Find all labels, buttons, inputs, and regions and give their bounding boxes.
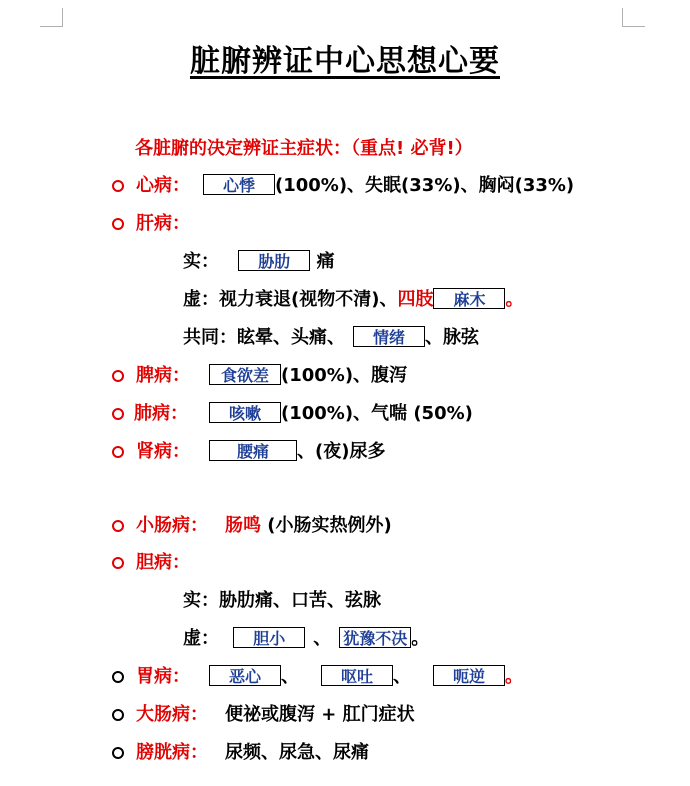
lung-answer-box[interactable]: 咳嗽 <box>209 402 281 423</box>
gallbladder-xu-end: 。 <box>411 628 430 649</box>
stomach-end: 。 <box>505 666 523 687</box>
bullet-icon <box>112 520 124 532</box>
small-intestine-red: 肠鸣 <box>225 515 261 536</box>
bullet-icon <box>112 408 124 420</box>
liver-shi-box[interactable]: 胁肋 <box>238 250 310 271</box>
gallbladder-xu-row <box>183 626 429 652</box>
small-intestine-label: 小肠病： <box>136 515 208 536</box>
liver-shi-row <box>183 249 335 275</box>
heart-label: 心病： <box>136 175 190 196</box>
liver-xu-box[interactable]: 麻木 <box>433 288 505 309</box>
crop-mark-top-left <box>40 8 63 27</box>
liver-xu-label: 虚： <box>183 289 219 310</box>
liver-common-row <box>183 325 479 351</box>
page-title: 脏腑辨证中心思想心要 <box>190 44 500 79</box>
bullet-icon <box>112 446 124 458</box>
bullet-icon <box>112 747 124 759</box>
bullet-icon <box>112 557 124 569</box>
kidney-rest: 、(夜)尿多 <box>297 441 386 462</box>
gallbladder-shi-label: 实： <box>183 590 219 611</box>
gallbladder-xu-box1[interactable]: 胆小 <box>233 627 305 648</box>
gallbladder-xu-label: 虚： <box>183 628 219 649</box>
heart-answer-box[interactable]: 心悸 <box>203 174 275 195</box>
spleen-answer-box[interactable]: 食欲差 <box>209 364 281 385</box>
bullet-icon <box>112 218 124 230</box>
spleen-rest: (100%)、腹泻 <box>281 365 408 386</box>
stomach-sep2: 、 <box>393 666 411 687</box>
bullet-icon <box>112 709 124 721</box>
small-intestine-rest: (小肠实热例外) <box>261 515 392 536</box>
section-heading: 各脏腑的决定辨证主症状：（重点! 必背!） <box>135 138 473 159</box>
heart-rest: (100%)、失眠(33%)、胸闷(33%) <box>275 175 575 196</box>
liver-xu-end: 。 <box>505 289 524 310</box>
bullet-icon <box>112 180 124 192</box>
liver-xu-row <box>183 287 523 313</box>
gallbladder-xu-box2[interactable]: 犹豫不决 <box>339 627 411 648</box>
stomach-box1[interactable]: 恶心 <box>209 665 281 686</box>
liver-common-rest: 、脉弦 <box>425 327 479 348</box>
stomach-box3[interactable]: 呃逆 <box>433 665 505 686</box>
liver-common-box[interactable]: 情绪 <box>353 326 425 347</box>
bladder-label: 膀胱病： <box>136 742 208 763</box>
liver-shi-rest: 痛 <box>316 251 335 272</box>
bullet-icon <box>112 671 124 683</box>
liver-label: 肝病： <box>136 213 190 234</box>
stomach-sep1: 、 <box>281 666 299 687</box>
liver-common-label: 共同： <box>183 327 237 348</box>
liver-xu-text: 视力衰退(视物不清)、 <box>219 289 398 310</box>
kidney-answer-box[interactable]: 腰痛 <box>209 440 297 461</box>
liver-xu-red: 四肢 <box>397 289 434 310</box>
bladder-text: 尿频、尿急、尿痛 <box>225 742 369 763</box>
large-intestine-label: 大肠病： <box>136 704 208 725</box>
gallbladder-label: 胆病： <box>136 552 190 573</box>
crop-mark-top-right <box>622 8 645 27</box>
stomach-label: 胃病： <box>136 666 190 687</box>
liver-shi-label: 实： <box>183 251 219 272</box>
gallbladder-shi-row <box>183 588 381 614</box>
lung-rest: (100%)、气喘 (50%) <box>281 403 473 424</box>
gallbladder-shi-text: 胁肋痛、口苦、弦脉 <box>219 590 381 611</box>
kidney-label: 肾病： <box>136 441 190 462</box>
spleen-label: 脾病： <box>136 365 190 386</box>
gallbladder-xu-sep: 、 <box>313 628 332 649</box>
lung-label: 肺病： <box>134 403 188 424</box>
stomach-box2[interactable]: 呕吐 <box>321 665 393 686</box>
large-intestine-text: 便祕或腹泻 + 肛门症状 <box>225 704 415 725</box>
liver-common-text: 眩晕、头痛、 <box>237 327 345 348</box>
bullet-icon <box>112 370 124 382</box>
